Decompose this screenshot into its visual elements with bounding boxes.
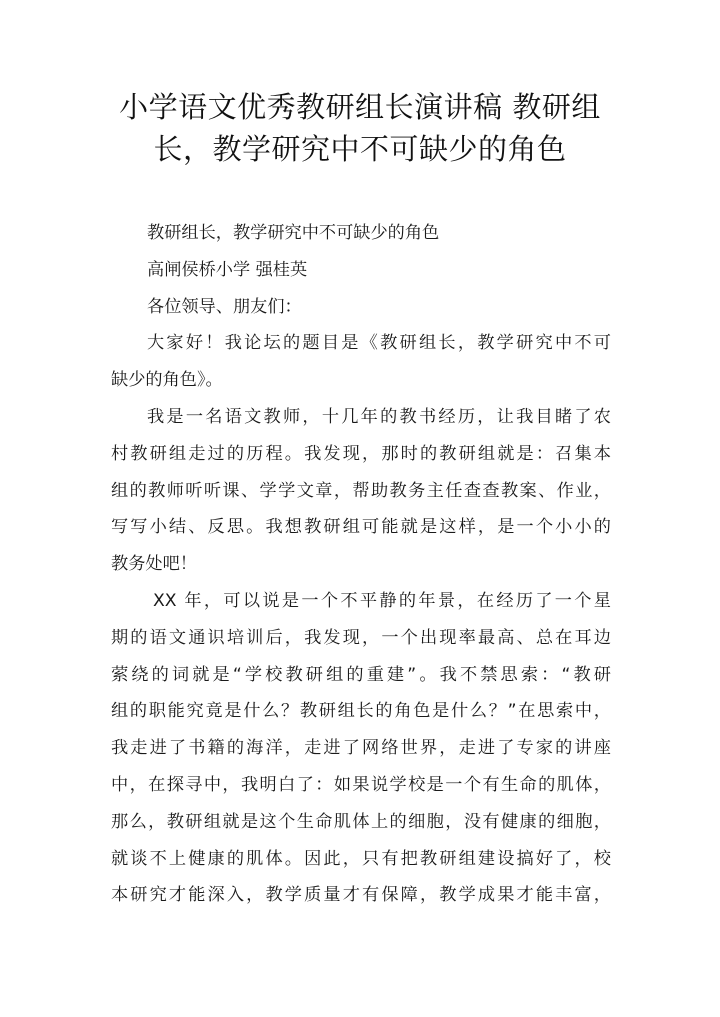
text-line: 本研究才能深入，教学质量才有保障，教学成果才能丰富，: [111, 885, 611, 906]
text-line: 组的职能究竟是什么？教研组长的角色是什么？”在思索中，: [111, 701, 611, 722]
text-line: 大家好！我论坛的题目是《教研组长，教学研究中不可: [147, 333, 611, 354]
text-line: 我走进了书籍的海洋，走进了网络世界，走进了专家的讲座: [111, 738, 611, 759]
text-line: 萦绕的词就是“学校教研组的重建”。我不禁思索：“教研: [111, 664, 611, 685]
text-line: 就谈不上健康的肌体。因此，只有把教研组建设搞好了，校: [111, 848, 611, 869]
text-line: 各位领导、朋友们：: [147, 296, 302, 317]
text-line: 那么，教研组就是这个生命肌体上的细胞，没有健康的细胞，: [111, 811, 611, 832]
text-line: 缺少的角色》。: [111, 370, 223, 391]
text-line: XX 年，可以说是一个不平静的年景，在经历了一个星: [153, 590, 611, 611]
title-line-2: 长，教学研究中不可缺少的角色: [153, 132, 567, 166]
text-line: 期的语文通识培训后，我发现，一个出现率最高、总在耳边: [111, 627, 611, 648]
text-line: 中，在探寻中，我明白了：如果说学校是一个有生命的肌体，: [111, 774, 611, 795]
text-line: 教研组长，教学研究中不可缺少的角色: [147, 223, 440, 243]
text-line: 高闸侯桥小学 强桂英: [147, 259, 308, 280]
text-line: 写写小结、反思。我想教研组可能就是这样，是一个小小的: [111, 517, 611, 538]
document-body: [111, 215, 611, 914]
text-line: 组的教师听听课、学学文章，帮助教务主任查查教案、作业，: [111, 480, 611, 501]
text-line: 教务处吧！: [111, 554, 197, 575]
text-line: 我是一名语文教师，十几年的教书经历，让我目睹了农: [147, 406, 611, 427]
text-line: 村教研组走过的历程。我发现，那时的教研组就是：召集本: [111, 443, 611, 464]
document-title: [95, 86, 625, 170]
title-line-1: 小学语文优秀教研组长演讲稿 教研组: [119, 90, 601, 124]
